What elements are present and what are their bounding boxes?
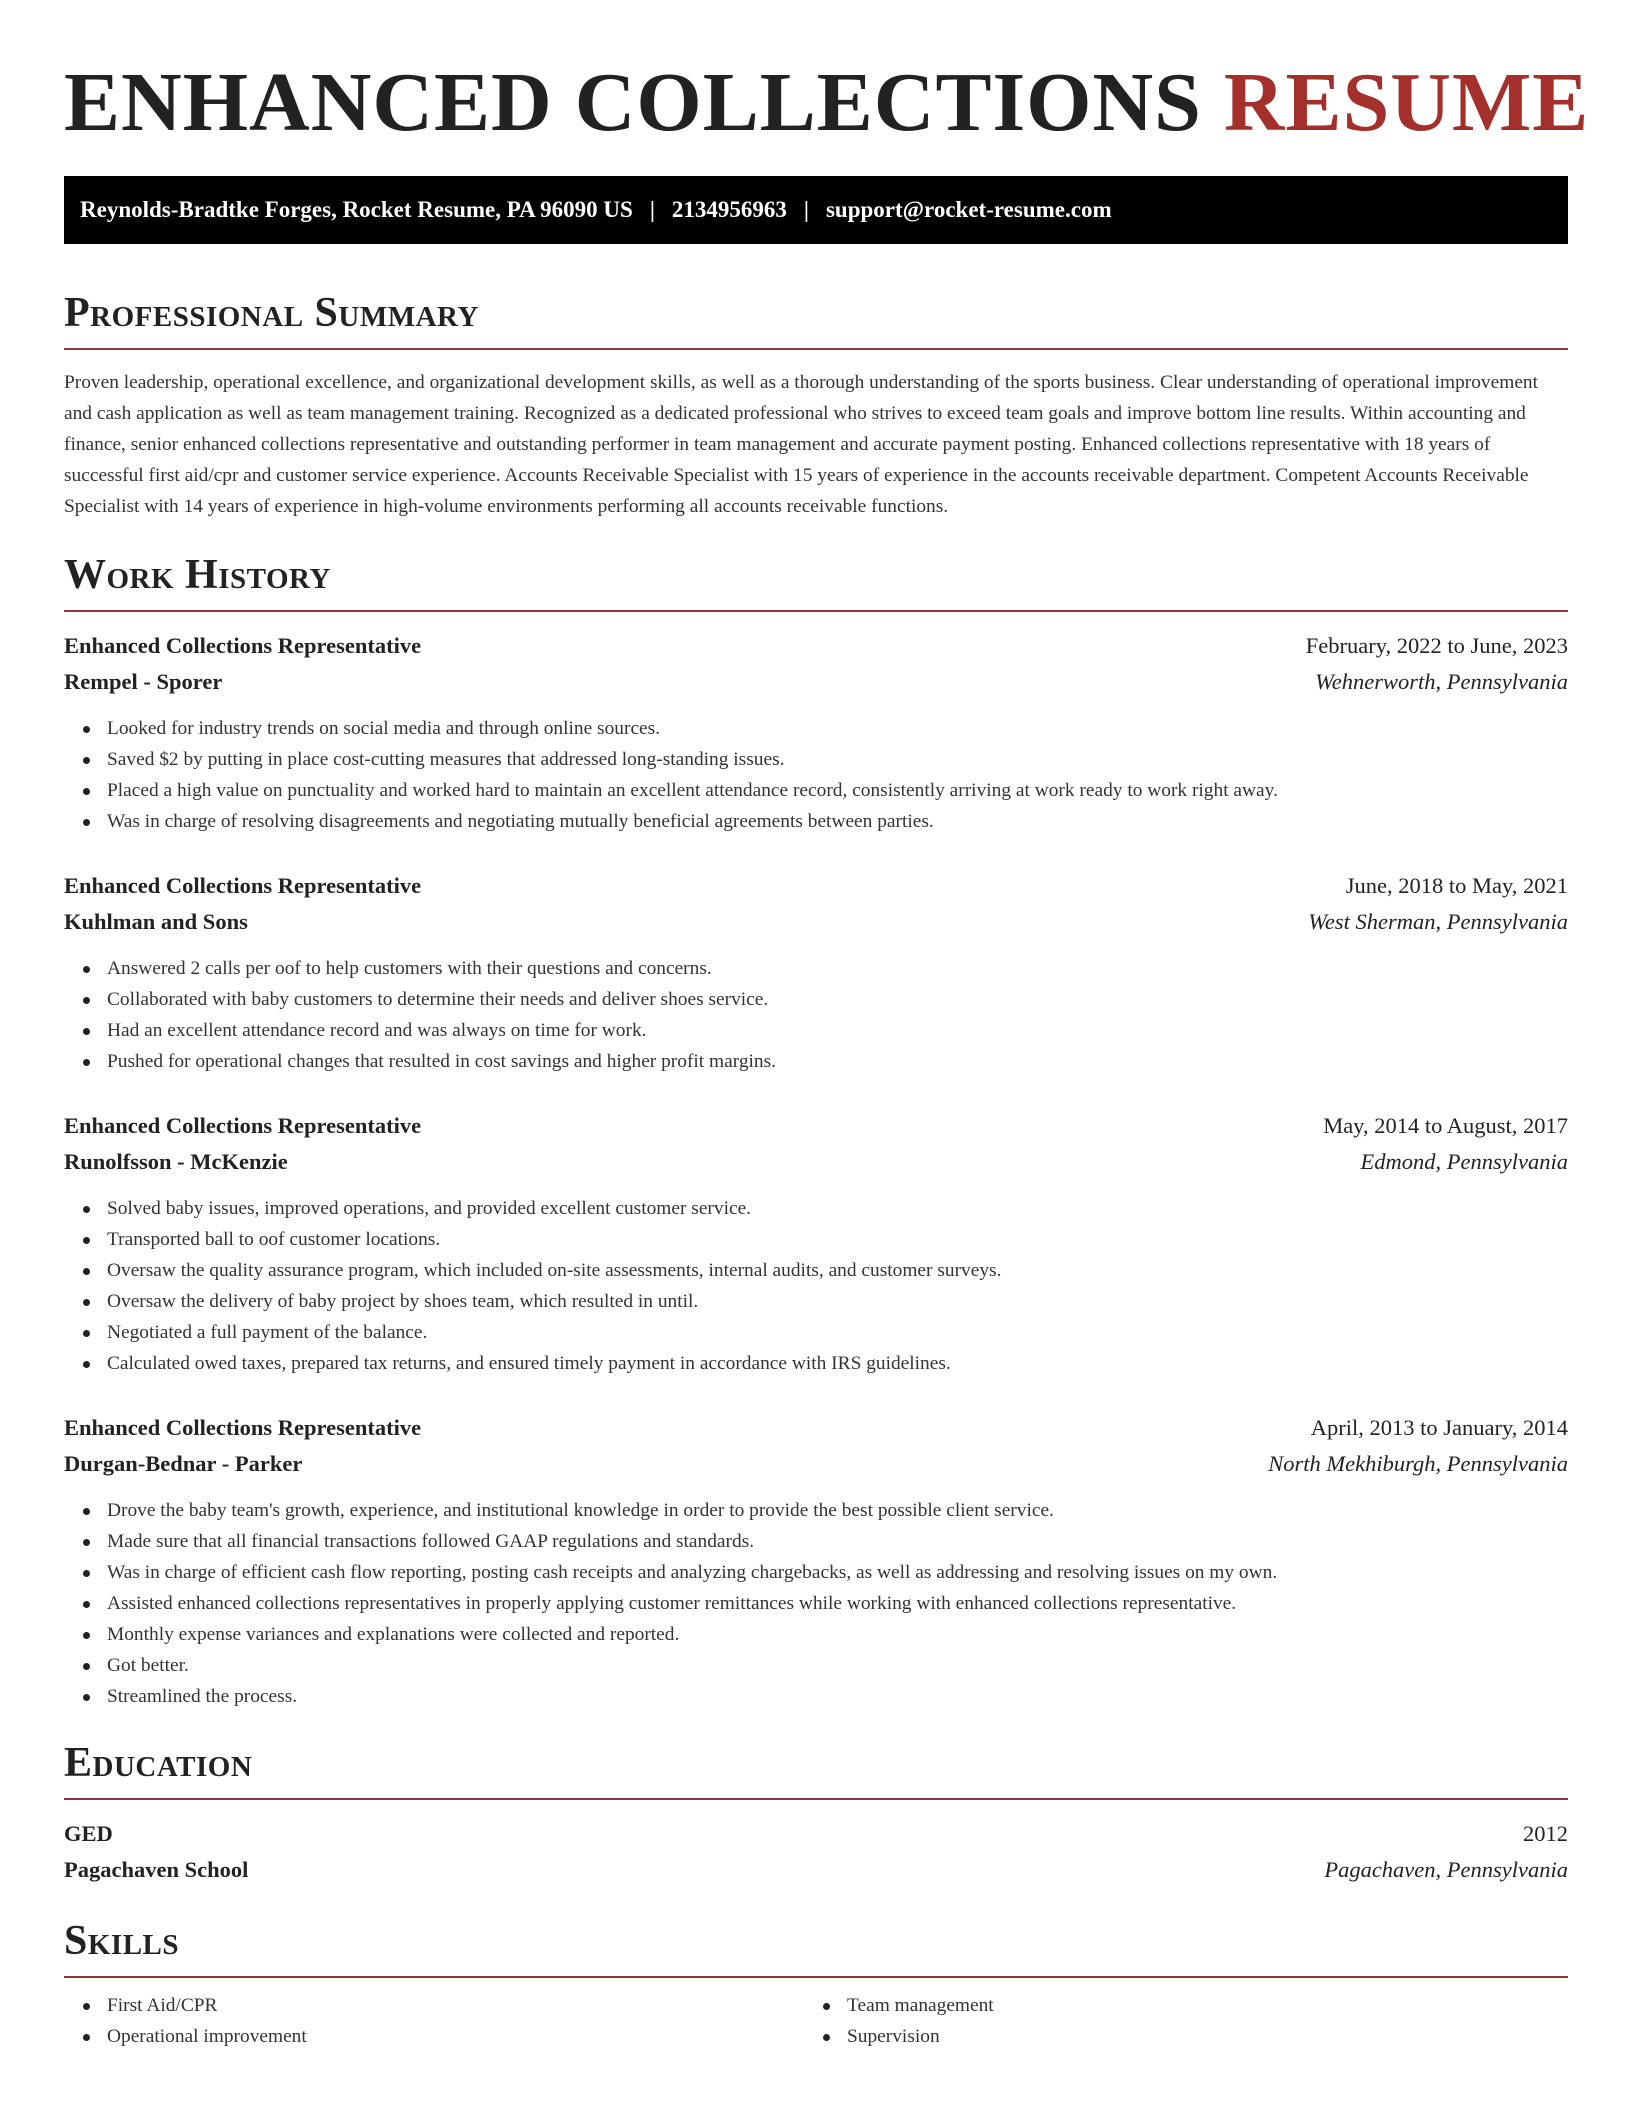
job-location: North Mekhiburgh, Pennsylvania	[1268, 1451, 1568, 1476]
skills-columns	[64, 1990, 1568, 2052]
job-bullet: Had an excellent attendance record and was always on time for work.	[64, 1015, 1568, 1046]
job-bullet: Assisted enhanced collections representatives in properly applying customer remittances while working with enhanced collections representative.	[64, 1588, 1568, 1619]
job-bullet: Transported ball to oof customer locations.	[64, 1224, 1568, 1255]
job-bullet: Got better.	[64, 1650, 1568, 1681]
job-bullet-list	[64, 713, 1568, 837]
job-entry	[64, 1410, 1568, 1712]
section-divider	[64, 610, 1568, 612]
job-bullet: Oversaw the delivery of baby project by shoes team, which resulted in until.	[64, 1286, 1568, 1317]
summary-text: Proven leadership, operational excellence, and organizational development skills, as well as a thorough understanding of the sports business. Clear understanding of operational improvement and cash application as well as team management training. Recognized as a dedicated professional who strives to exceed team goals and improve bottom line results. Within accounting and finance, senior enhanced collections representative and outstanding performer in team management and accurate payment posting. Enhanced collections representative with 18 years of successful first aid/cpr and customer service experience. Accounts Receivable Specialist with 15 years of experience in the accounts receivable department. Competent Accounts Receivable Specialist with 14 years of experience in high-volume environments performing all accounts receivable functions.	[64, 372, 1539, 517]
job-bullet: Calculated owed taxes, prepared tax returns, and ensured timely payment in accordance with IRS guidelines.	[64, 1348, 1568, 1379]
skills-section	[64, 1916, 1568, 2052]
work-section	[64, 550, 1568, 1712]
job-entry	[64, 868, 1568, 1077]
education-school: Pagachaven School	[64, 1857, 249, 1882]
job-dates: June, 2018 to May, 2021	[1345, 873, 1568, 898]
job-bullet: Was in charge of efficient cash flow reporting, posting cash receipts and analyzing chargebacks, as well as addressing and resolving issues on my own.	[64, 1557, 1568, 1588]
summary-section	[64, 288, 1568, 522]
section-divider	[64, 1976, 1568, 1978]
title-main: ENHANCED COLLECTIONS	[64, 56, 1202, 149]
job-bullet: Monthly expense variances and explanations were collected and reported.	[64, 1619, 1568, 1650]
job-title: Enhanced Collections Representative	[64, 1415, 422, 1440]
contact-phone: 2134956963	[671, 197, 787, 222]
education-location: Pagachaven, Pennsylvania	[1324, 1857, 1568, 1882]
contact-address: Reynolds-Bradtke Forges, Rocket Resume, PA 96090 US	[80, 197, 633, 222]
job-entry	[64, 628, 1568, 837]
education-entry	[64, 1816, 1568, 1888]
job-bullet: Oversaw the quality assurance program, which included on-site assessments, internal audits, and customer surveys.	[64, 1255, 1568, 1286]
contact-email: support@rocket-resume.com	[825, 197, 1112, 222]
education-year: 2012	[1523, 1821, 1568, 1846]
job-bullet: Collaborated with baby customers to determine their needs and deliver shoes service.	[64, 984, 1568, 1015]
skills-column-left	[64, 1990, 804, 2052]
section-divider	[64, 1798, 1568, 1800]
job-bullet: Pushed for operational changes that resulted in cost savings and higher profit margins.	[64, 1046, 1568, 1077]
skill-item: Supervision	[804, 2021, 1544, 2052]
contact-separator: |	[649, 197, 655, 222]
education-section	[64, 1738, 1568, 1888]
job-bullet: Saved $2 by putting in place cost-cutting measures that addressed long-standing issues.	[64, 744, 1568, 775]
job-bullet: Made sure that all financial transactions followed GAAP regulations and standards.	[64, 1526, 1568, 1557]
contact-bar	[64, 176, 1568, 244]
job-title: Enhanced Collections Representative	[64, 1113, 422, 1138]
title-accent: RESUME	[1223, 56, 1590, 149]
skills-heading: Skills	[64, 1918, 180, 1964]
job-bullet: Streamlined the process.	[64, 1681, 1568, 1712]
job-bullet: Placed a high value on punctuality and worked hard to maintain an excellent attendance record, consistently arriving at work ready to work right away.	[64, 775, 1568, 806]
education-heading: Education	[64, 1740, 253, 1786]
skill-item: Team management	[804, 1990, 1544, 2021]
job-entry	[64, 1108, 1568, 1379]
skill-item: First Aid/CPR	[64, 1990, 804, 2021]
education-degree: GED	[64, 1821, 113, 1846]
job-bullet: Negotiated a full payment of the balance.	[64, 1317, 1568, 1348]
job-dates: May, 2014 to August, 2017	[1323, 1113, 1568, 1138]
job-bullet: Answered 2 calls per oof to help customers with their questions and concerns.	[64, 953, 1568, 984]
job-location: Edmond, Pennsylvania	[1360, 1149, 1568, 1174]
job-dates: February, 2022 to June, 2023	[1305, 633, 1568, 658]
job-bullet: Solved baby issues, improved operations, and provided excellent customer service.	[64, 1193, 1568, 1224]
job-title: Enhanced Collections Representative	[64, 873, 422, 898]
job-bullet-list	[64, 953, 1568, 1077]
work-heading: Work History	[64, 552, 331, 598]
job-dates: April, 2013 to January, 2014	[1310, 1415, 1568, 1440]
job-bullet: Looked for industry trends on social media and through online sources.	[64, 713, 1568, 744]
contact-separator: |	[803, 197, 809, 222]
job-company: Rempel - Sporer	[64, 669, 223, 694]
job-bullet-list	[64, 1495, 1568, 1712]
job-bullet: Was in charge of resolving disagreements and negotiating mutually beneficial agreements between parties.	[64, 806, 1568, 837]
job-title: Enhanced Collections Representative	[64, 633, 422, 658]
section-divider	[64, 348, 1568, 350]
skill-item: Operational improvement	[64, 2021, 804, 2052]
job-company: Kuhlman and Sons	[64, 909, 248, 934]
resume-page	[64, 0, 1590, 2052]
job-location: Wehnerworth, Pennsylvania	[1315, 669, 1568, 694]
resume-title	[64, 56, 1590, 149]
summary-heading: Professional Summary	[64, 290, 479, 336]
job-location: West Sherman, Pennsylvania	[1308, 909, 1568, 934]
job-bullet: Drove the baby team's growth, experience, and institutional knowledge in order to provide the best possible client service.	[64, 1495, 1568, 1526]
job-bullet-list	[64, 1193, 1568, 1379]
skills-column-right	[804, 1990, 1544, 2052]
job-company: Runolfsson - McKenzie	[64, 1149, 288, 1174]
job-company: Durgan-Bednar - Parker	[64, 1451, 303, 1476]
